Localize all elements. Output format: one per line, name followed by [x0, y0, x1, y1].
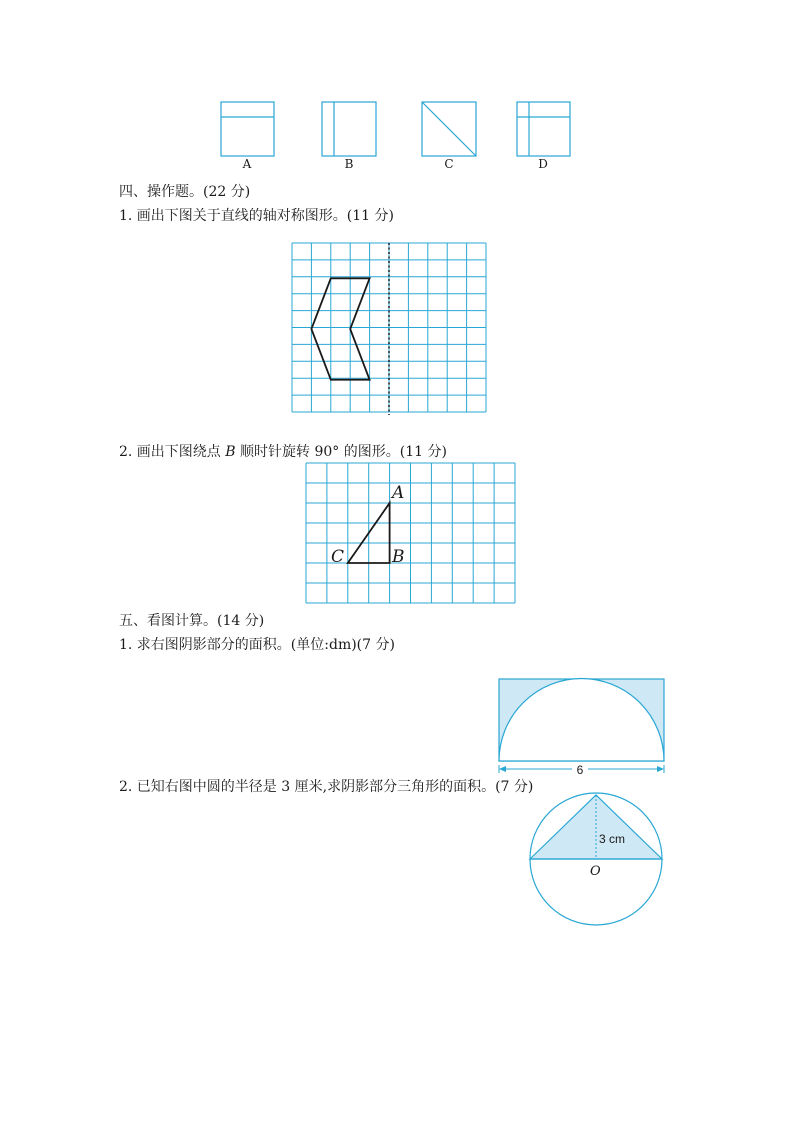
option-figures [0, 0, 793, 170]
section5-heading: 五、看图计算。(14 分) [119, 613, 265, 629]
option-d-label: D [538, 157, 548, 171]
option-b-label: B [344, 157, 354, 171]
option-d-figure [517, 102, 570, 156]
option-c-figure [422, 102, 476, 156]
section5-question1: 1. 求右图阴影部分的面积。(单位:dm)(7 分) [119, 637, 395, 653]
dimension-label: 6 [576, 763, 584, 777]
section4-question2 [119, 443, 447, 461]
option-c-label: C [444, 157, 454, 171]
circle-figure [526, 791, 666, 931]
point-b-label: B [392, 547, 405, 567]
center-label: O [590, 864, 601, 879]
section5-question2: 2. 已知右图中圆的半径是 3 厘米,求阴影部分三角形的面积。(7 分) [119, 779, 534, 795]
semicircle-figure [496, 676, 668, 780]
section4-question1: 1. 画出下图关于直线的轴对称图形。(11 分) [119, 208, 394, 224]
question2-suffix: 顺时针旋转 90° 的图形。(11 分) [235, 444, 447, 460]
rotation-grid [306, 463, 515, 604]
radius-label: 3 cm [599, 832, 626, 846]
option-a-figure [221, 102, 274, 156]
question2-prefix: 2. 画出下图绕点 [119, 444, 226, 460]
symmetry-grid [292, 243, 488, 416]
question2-point: B [225, 444, 236, 460]
section4-heading: 四、操作题。(22 分) [119, 184, 251, 200]
option-b-figure [322, 102, 376, 156]
dimension-arrow-right [657, 766, 664, 772]
dimension-arrow-left [499, 766, 506, 772]
point-a-label: A [392, 483, 405, 503]
option-a-label: A [242, 157, 252, 171]
point-c-label: C [331, 547, 345, 567]
